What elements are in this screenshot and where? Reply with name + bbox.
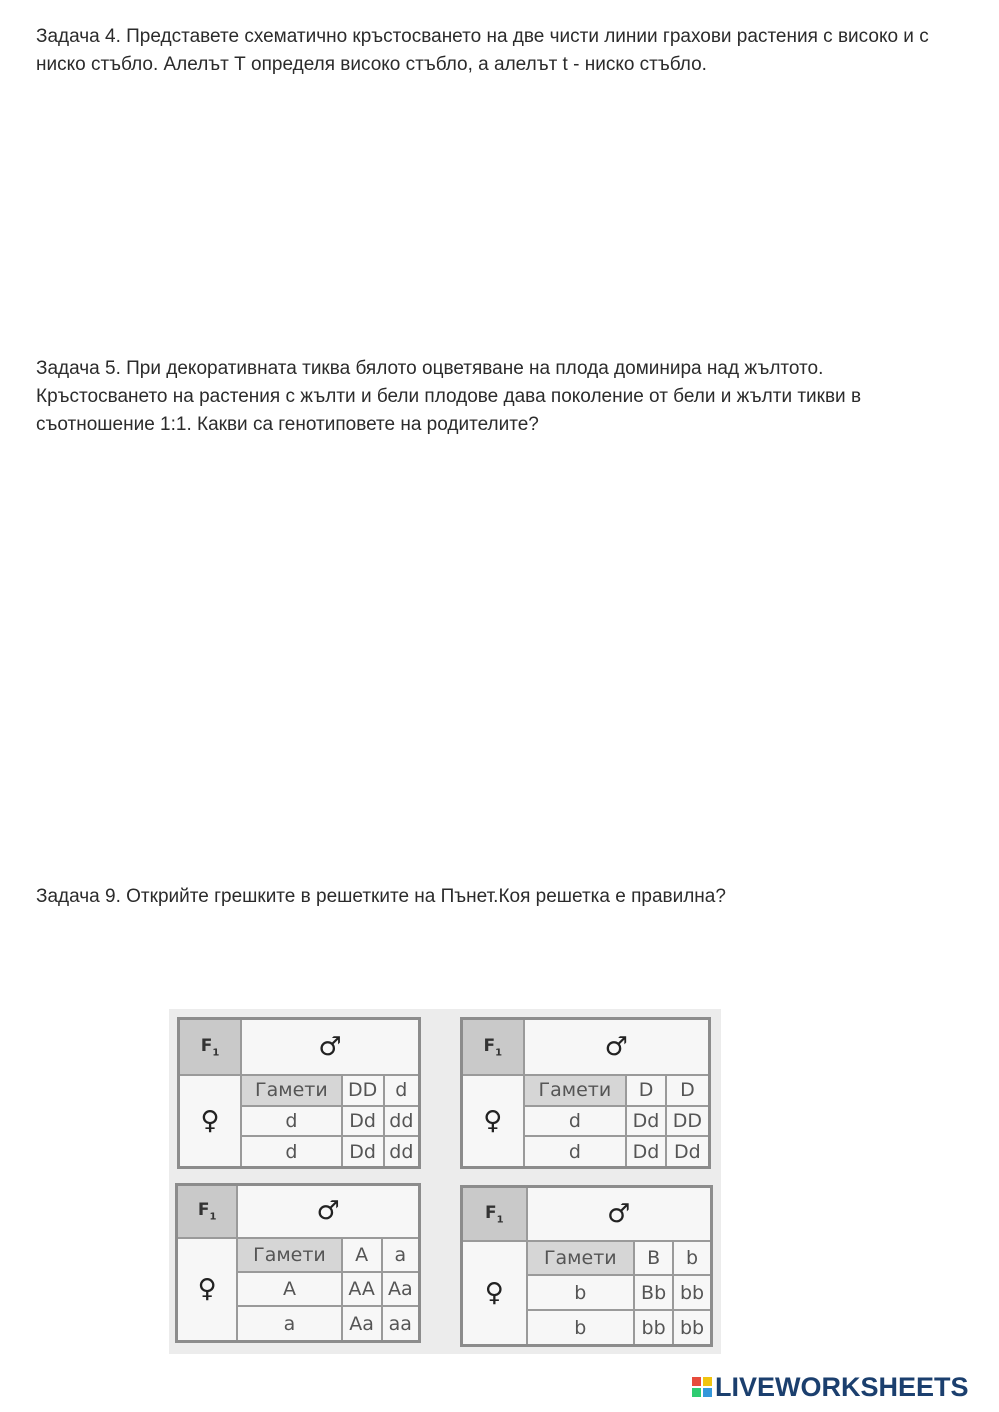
f1-label: $F_1$: [179, 1019, 242, 1076]
male-gamete: D: [626, 1075, 666, 1106]
genotype-cell: aa: [382, 1306, 420, 1341]
female-gamete: d: [241, 1136, 341, 1167]
female-gamete: A: [237, 1272, 341, 1306]
genotype-cell: Aa: [342, 1306, 382, 1341]
genotype-cell: Dd: [342, 1106, 384, 1137]
logo-block: [692, 1388, 701, 1397]
female-gamete: d: [524, 1106, 627, 1137]
female-gamete: a: [237, 1306, 341, 1341]
f1-label: $F_1$: [177, 1185, 238, 1238]
female-symbol-icon: ♀: [179, 1075, 242, 1167]
female-gamete: b: [527, 1275, 635, 1310]
genotype-cell: dd: [384, 1106, 420, 1137]
female-gamete: b: [527, 1310, 635, 1345]
punnett-squares-image: [169, 1009, 721, 1354]
male-gamete: DD: [342, 1075, 384, 1106]
logo-block: [703, 1388, 712, 1397]
female-symbol-icon: ♀: [462, 1075, 524, 1167]
male-gamete: A: [342, 1238, 382, 1272]
male-symbol-icon: ♂: [524, 1019, 710, 1076]
genotype-cell: Dd: [666, 1136, 710, 1167]
genotype-cell: bb: [673, 1310, 711, 1345]
genotype-cell: DD: [666, 1106, 710, 1137]
gametes-label: Гамети: [524, 1075, 627, 1106]
genotype-cell: Dd: [626, 1106, 666, 1137]
task-9-text: Задача 9. Открийте грешките в решетките на Пънет.Коя решетка е правилна?: [36, 886, 726, 907]
female-symbol-icon: ♀: [177, 1238, 238, 1342]
male-gamete: B: [634, 1241, 673, 1276]
logo-text: LIVEWORKSHEETS: [715, 1371, 969, 1402]
punnett-grid-3: [175, 1183, 421, 1343]
f1-label: $F_1$: [462, 1187, 527, 1241]
task-5-text: Задача 5. При декоративната тиква бялото оцветяване на плода доминира над жълтото. Кръстосването на растения с жълти и бели плодове дава поколение от бели и жълти тикви в съотношение 1:1. Какви са генотиповете на родителите?: [36, 358, 862, 435]
gametes-label: Гамети: [237, 1238, 341, 1272]
male-symbol-icon: ♂: [241, 1019, 419, 1076]
logo-block: [692, 1377, 701, 1386]
male-symbol-icon: ♂: [237, 1185, 419, 1238]
genotype-cell: AA: [342, 1272, 382, 1306]
female-gamete: d: [524, 1136, 627, 1167]
gametes-label: Гамети: [527, 1241, 635, 1276]
female-gamete: d: [241, 1106, 341, 1137]
gametes-label: Гамети: [241, 1075, 341, 1106]
punnett-grid-1: [177, 1017, 421, 1169]
genotype-cell: bb: [673, 1275, 711, 1310]
male-gamete: b: [673, 1241, 711, 1276]
liveworksheets-logo[interactable]: [692, 1372, 969, 1402]
logo-blocks-icon: [692, 1377, 712, 1397]
male-symbol-icon: ♂: [527, 1187, 712, 1241]
genotype-cell: bb: [634, 1310, 673, 1345]
genotype-cell: Aa: [382, 1272, 420, 1306]
punnett-grid-4: [460, 1185, 713, 1347]
male-gamete: a: [382, 1238, 420, 1272]
punnett-grid-2: [460, 1017, 711, 1169]
f1-label: $F_1$: [462, 1019, 524, 1076]
genotype-cell: Dd: [342, 1136, 384, 1167]
task-4-text: Задача 4. Представете схематично кръстосването на две чисти линии грахови растения с високо и с ниско стъбло. Алелът Т определя високо стъбло, а алелът t - ниско стъбло.: [36, 26, 929, 75]
genotype-cell: dd: [384, 1136, 420, 1167]
logo-block: [703, 1377, 712, 1386]
male-gamete: D: [666, 1075, 710, 1106]
male-gamete: d: [384, 1075, 420, 1106]
genotype-cell: Dd: [626, 1136, 666, 1167]
female-symbol-icon: ♀: [462, 1241, 527, 1346]
genotype-cell: Bb: [634, 1275, 673, 1310]
